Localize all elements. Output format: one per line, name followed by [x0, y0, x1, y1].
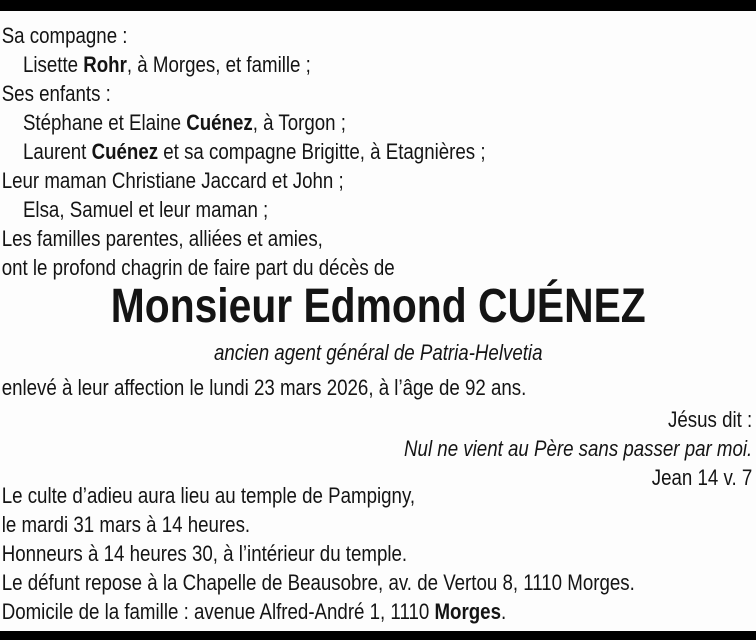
family-line [2, 195, 753, 224]
family-line-text: , à Torgon ; [252, 110, 346, 135]
family-line [2, 108, 753, 137]
announcement-text: ont le profond chagrin de faire part du décès de [1, 255, 395, 280]
deceased-name-title: Monsieur Edmond CUÉNEZ [110, 280, 646, 333]
family-line [2, 166, 753, 195]
death-announcement-line: enlevé à leur affection le lundi 23 mars 2026, à l’âge de 92 ans. [1, 375, 527, 400]
family-line [2, 21, 753, 50]
ceremony-details-block [2, 481, 753, 626]
family-name-bold: Rohr [83, 52, 127, 77]
quote-text: Nul ne vient au Père sans passer par moi. [404, 436, 753, 461]
family-announcement-block [2, 21, 753, 282]
bottom-border-bar [0, 631, 756, 640]
family-line-text: Stéphane et Elaine [22, 110, 187, 135]
ceremony-line [2, 481, 753, 510]
ceremony-line-text: . [500, 599, 507, 624]
ceremony-line-text: Le défunt repose à la Chapelle de Beausobre, av. de Vertou 8, 1110 Morges. [1, 570, 635, 595]
deceased-role-subtitle: ancien agent général de Patria-Helvetia [213, 340, 543, 365]
quote-reference: Jean 14 v. 7 [651, 465, 753, 490]
announcement-line [2, 253, 753, 282]
family-line [2, 137, 753, 166]
ceremony-line [2, 568, 753, 597]
family-line-text: et sa compagne Brigitte, à Etagnières ; [158, 139, 486, 164]
family-line-text: Lisette [22, 52, 84, 77]
ceremony-line-text: Domicile de la famille : avenue Alfred-André 1, 1110 [1, 599, 435, 624]
family-line-text: Sa compagne : [1, 23, 128, 48]
ceremony-line-text: Honneurs à 14 heures 30, à l’intérieur du temple. [1, 541, 408, 566]
family-line-text: Ses enfants : [1, 81, 111, 106]
family-line-text: , à Morges, et famille ; [126, 52, 311, 77]
family-line-text: Laurent [22, 139, 92, 164]
family-line-text: Les familles parentes, alliées et amies, [1, 226, 323, 251]
family-name-bold: Cuénez [186, 110, 253, 135]
quote-intro: Jésus dit : [668, 407, 753, 432]
family-line [2, 50, 753, 79]
family-name-bold: Cuénez [91, 139, 159, 164]
family-line [2, 79, 753, 108]
scripture-quote-block [0, 405, 752, 492]
ceremony-line-text: le mardi 31 mars à 14 heures. [1, 512, 251, 537]
ceremony-line [2, 539, 753, 568]
ceremony-city-bold: Morges [434, 599, 501, 624]
ceremony-line [2, 597, 753, 626]
ceremony-line [2, 510, 753, 539]
ceremony-line-text: Le culte d’adieu aura lieu au temple de Pampigny, [1, 483, 416, 508]
family-line-text: Leur maman Christiane Jaccard et John ; [1, 168, 344, 193]
family-line [2, 224, 753, 253]
family-line-text: Elsa, Samuel et leur maman ; [22, 197, 269, 222]
